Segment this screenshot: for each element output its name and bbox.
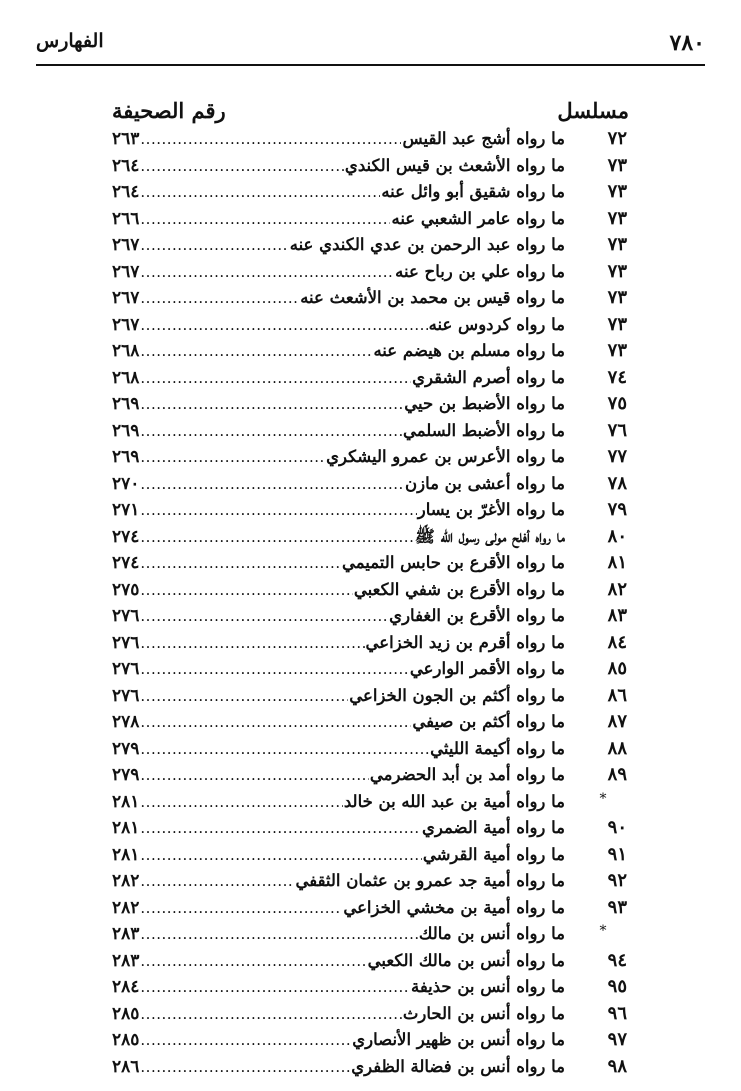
index-row bbox=[0, 842, 741, 869]
entry-title: ما رواه عبد الرحمن بن عدي الكندي عنه bbox=[289, 235, 565, 254]
index-row bbox=[0, 418, 741, 445]
leader-dots bbox=[140, 550, 341, 576]
entry-title: ما رواه مسلم بن هيضم عنه bbox=[373, 341, 565, 360]
serial-number: ٩٧ bbox=[607, 1029, 627, 1050]
entry-title: ما رواه الأضبط بن حيي bbox=[404, 394, 565, 413]
serial-number: ٧٣ bbox=[607, 234, 627, 255]
index-entry bbox=[112, 126, 565, 152]
index-row bbox=[0, 762, 741, 789]
page-reference: ٢٦٩ bbox=[112, 420, 140, 441]
leader-dots bbox=[140, 418, 402, 444]
index-entry bbox=[112, 656, 565, 682]
entry-title: ما رواه أنس بن مالك الكعبي bbox=[367, 950, 565, 970]
index-entry bbox=[112, 789, 565, 815]
leader-dots bbox=[140, 312, 427, 338]
entry-title: ما رواه أنس بن ظهير الأنصاري bbox=[352, 1030, 565, 1049]
index-entry bbox=[112, 418, 565, 444]
page-reference: ٢٦٩ bbox=[112, 394, 140, 414]
page-reference: ٢٧٠ bbox=[112, 473, 140, 494]
leader-dots bbox=[140, 948, 366, 974]
entry-title: ما رواه الأقرع بن شفي الكعبي bbox=[353, 579, 565, 599]
entry-title: ما رواه الأقمر الوارعي bbox=[409, 659, 565, 678]
index-entry bbox=[112, 630, 565, 656]
index-row bbox=[0, 1054, 741, 1081]
index-row bbox=[0, 815, 741, 842]
leader-dots bbox=[140, 524, 413, 550]
leader-dots bbox=[140, 603, 388, 629]
serial-number: ٧٩ bbox=[607, 499, 627, 520]
entry-title: ما رواه أمية الضمري bbox=[422, 818, 565, 837]
index-entry bbox=[112, 206, 565, 232]
serial-number: ٧٨ bbox=[607, 472, 627, 494]
entry-title: ما رواه كردوس عنه bbox=[428, 314, 565, 334]
leader-dots bbox=[140, 1054, 350, 1080]
index-entry bbox=[112, 736, 565, 762]
leader-dots bbox=[140, 338, 372, 364]
index-entry bbox=[112, 683, 565, 709]
serial-number: ٧٤ bbox=[607, 366, 627, 388]
entry-title: ما رواه الأقرع بن حابس التميمي bbox=[342, 553, 565, 572]
index-row bbox=[0, 630, 741, 657]
index-entry bbox=[112, 232, 565, 258]
index-entry bbox=[112, 285, 565, 311]
page-reference: ٢٧٥ bbox=[112, 579, 140, 600]
serial-number: ٩١ bbox=[607, 843, 627, 865]
leader-dots bbox=[140, 868, 294, 894]
leader-dots bbox=[140, 153, 344, 179]
index-row bbox=[0, 1027, 741, 1054]
index-entry bbox=[112, 259, 565, 285]
index-row bbox=[0, 789, 741, 816]
serial-number: ٨٥ bbox=[607, 658, 627, 679]
serial-number: ٩٣ bbox=[607, 896, 627, 918]
page-reference: ٢٨٦ bbox=[112, 1056, 140, 1077]
page-reference: ٢٧٤ bbox=[112, 553, 140, 573]
serial-number: ٩٥ bbox=[607, 976, 627, 997]
index-row bbox=[0, 126, 741, 153]
serial-number: ٩٤ bbox=[607, 949, 627, 971]
page-reference: ٢٦٧ bbox=[112, 314, 140, 335]
index-row bbox=[0, 153, 741, 180]
leader-dots bbox=[140, 630, 364, 656]
entry-title: ما رواه أصرم الشقري bbox=[412, 367, 565, 387]
index-entry bbox=[112, 391, 565, 417]
leader-dots bbox=[140, 391, 403, 417]
leader-dots bbox=[140, 444, 325, 470]
page-reference: ٢٨٢ bbox=[112, 897, 140, 918]
index-row bbox=[0, 312, 741, 339]
page-column-heading: رقم الصحيفة bbox=[112, 98, 226, 123]
serial-column-heading: مسلسل bbox=[557, 98, 629, 123]
index-row bbox=[0, 895, 741, 922]
entry-title: ما رواه الأشعث بن قيس الكندي bbox=[344, 155, 565, 175]
page-reference: ٢٦٤ bbox=[112, 155, 140, 176]
page-reference: ٢٧٩ bbox=[112, 738, 140, 759]
index-entry bbox=[112, 603, 565, 629]
entry-title: ما رواه الأضبط السلمي bbox=[403, 420, 565, 440]
index-row bbox=[0, 179, 741, 206]
index-entry bbox=[112, 179, 565, 205]
entry-title: ما رواه أمد بن أبد الحضرمي bbox=[369, 765, 565, 784]
page-reference: ٢٧٦ bbox=[112, 685, 140, 706]
entry-title: ما رواه أمية جد عمرو بن عثمان الثقفي bbox=[295, 871, 565, 890]
leader-dots bbox=[140, 365, 411, 391]
serial-number: ٧٣ bbox=[607, 181, 627, 202]
index-row bbox=[0, 365, 741, 392]
leader-dots bbox=[140, 497, 416, 523]
page-reference: ٢٦٧ bbox=[112, 235, 140, 255]
serial-number: ٧٥ bbox=[607, 393, 627, 414]
entry-title: ما رواه أمية القرشي bbox=[422, 844, 565, 864]
index-row bbox=[0, 577, 741, 604]
serial-number: ٨١ bbox=[607, 552, 627, 573]
index-row bbox=[0, 683, 741, 710]
serial-number: * bbox=[599, 923, 607, 939]
serial-number: ٨٤ bbox=[607, 631, 627, 653]
leader-dots bbox=[140, 471, 404, 497]
entry-title: ما رواه أشج عبد القيس bbox=[402, 129, 565, 148]
index-entry bbox=[112, 338, 565, 364]
serial-number: ٧٣ bbox=[607, 340, 627, 361]
page-reference: ٢٨٣ bbox=[112, 924, 140, 944]
page-reference: ٢٨١ bbox=[112, 818, 140, 838]
index-entry bbox=[112, 1027, 565, 1053]
serial-number: ٨٢ bbox=[607, 578, 627, 600]
index-entry bbox=[112, 153, 565, 179]
index-entry bbox=[112, 895, 565, 921]
page-reference: ٢٦٩ bbox=[112, 447, 140, 467]
leader-dots bbox=[140, 842, 421, 868]
index-row bbox=[0, 232, 741, 259]
entry-title: ما رواه أنس بن حذيفة bbox=[410, 977, 565, 996]
entry-title: ما رواه أكثم بن صيفي bbox=[412, 712, 565, 731]
leader-dots bbox=[140, 577, 353, 603]
index-row bbox=[0, 550, 741, 577]
index-row bbox=[0, 524, 741, 551]
page-reference: ٢٧٦ bbox=[112, 632, 140, 653]
serial-number: ٨٩ bbox=[607, 764, 627, 785]
index-entry bbox=[112, 444, 565, 470]
entry-title: ما رواه أنس بن الحارث bbox=[402, 1003, 565, 1023]
page-reference: ٢٨٢ bbox=[112, 871, 140, 891]
index-row bbox=[0, 285, 741, 312]
index-row bbox=[0, 206, 741, 233]
entry-title: ما رواه أعشى بن مازن bbox=[404, 473, 565, 493]
index-row bbox=[0, 868, 741, 895]
entry-title: ما رواه أنس بن فضالة الظفري bbox=[351, 1056, 565, 1076]
index-row bbox=[0, 948, 741, 975]
leader-dots bbox=[140, 1027, 351, 1053]
entry-title: ما رواه أنس بن مالك bbox=[418, 924, 565, 943]
index-row bbox=[0, 603, 741, 630]
index-entry bbox=[112, 709, 565, 735]
serial-number: ٧٦ bbox=[607, 419, 627, 441]
index-entry bbox=[112, 868, 565, 894]
leader-dots bbox=[140, 285, 299, 311]
index-row bbox=[0, 974, 741, 1001]
serial-number: ٧٣ bbox=[607, 207, 627, 229]
leader-dots bbox=[140, 736, 429, 762]
index-row bbox=[0, 471, 741, 498]
leader-dots bbox=[140, 232, 288, 258]
serial-number: ٨٣ bbox=[607, 605, 627, 626]
page-reference: ٢٧٩ bbox=[112, 765, 140, 785]
leader-dots bbox=[140, 656, 409, 682]
leader-dots bbox=[140, 126, 401, 152]
leader-dots bbox=[140, 815, 421, 841]
index-row bbox=[0, 338, 741, 365]
page-reference: ٢٧٤ bbox=[112, 526, 140, 547]
index-row bbox=[0, 391, 741, 418]
index-entry bbox=[112, 948, 565, 974]
entry-title: ما رواه علي بن رباح عنه bbox=[395, 261, 565, 281]
serial-number: ٨٦ bbox=[607, 684, 627, 706]
entry-title: ما رواه أكثم بن الجون الخزاعي bbox=[349, 685, 565, 705]
entry-title: ما رواه أفلح مولى رسول الله ﷺ bbox=[414, 526, 565, 546]
page-reference: ٢٧١ bbox=[112, 500, 140, 520]
page-reference: ٢٧٦ bbox=[112, 606, 140, 626]
serial-number: ٨٨ bbox=[607, 737, 627, 759]
entry-title: ما رواه الأغرّ بن يسار bbox=[417, 500, 565, 519]
leader-dots bbox=[140, 974, 410, 1000]
leader-dots bbox=[140, 895, 342, 921]
running-title: الفهارس bbox=[36, 30, 104, 52]
index-entry bbox=[112, 365, 565, 391]
entry-title: ما رواه الأعرس بن عمرو اليشكري bbox=[326, 447, 565, 466]
page-number: ٧٨٠ bbox=[669, 30, 705, 56]
page-reference: ٢٨٥ bbox=[112, 1030, 140, 1050]
page-reference: ٢٨٥ bbox=[112, 1003, 140, 1024]
index-entry bbox=[112, 1001, 565, 1027]
index-entry bbox=[112, 815, 565, 841]
serial-number: * bbox=[599, 790, 607, 807]
leader-dots bbox=[140, 789, 342, 815]
serial-number: ٩٨ bbox=[607, 1055, 627, 1077]
page-reference: ٢٦٨ bbox=[112, 367, 140, 388]
index-row bbox=[0, 921, 741, 948]
index-entry bbox=[112, 1054, 565, 1080]
index-row bbox=[0, 259, 741, 286]
entry-title: ما رواه الأقرع بن الغفاري bbox=[389, 606, 565, 625]
leader-dots bbox=[140, 1001, 401, 1027]
page-header bbox=[36, 30, 705, 66]
entry-title: ما رواه قيس بن محمد بن الأشعث عنه bbox=[300, 288, 565, 307]
serial-number: ٧٧ bbox=[607, 446, 627, 467]
page-reference: ٢٧٦ bbox=[112, 659, 140, 679]
page-reference: ٢٦٨ bbox=[112, 341, 140, 361]
entry-title: ما رواه شقيق أبو وائل عنه bbox=[381, 182, 565, 201]
serial-number: ٧٣ bbox=[607, 287, 627, 308]
index-row bbox=[0, 736, 741, 763]
page-reference: ٢٧٨ bbox=[112, 712, 140, 732]
serial-number: ٧٣ bbox=[607, 154, 627, 176]
leader-dots bbox=[140, 206, 390, 232]
serial-number: ٩٢ bbox=[607, 870, 627, 891]
entry-title: ما رواه عامر الشعبي عنه bbox=[391, 208, 565, 228]
serial-number: ٧٣ bbox=[607, 313, 627, 335]
page-reference: ٢٨٤ bbox=[112, 977, 140, 997]
leader-dots bbox=[140, 179, 380, 205]
index-row bbox=[0, 1001, 741, 1028]
index-entry bbox=[112, 842, 565, 868]
leader-dots bbox=[140, 259, 394, 285]
leader-dots bbox=[140, 709, 411, 735]
index-row bbox=[0, 656, 741, 683]
index-entry bbox=[112, 921, 565, 947]
leader-dots bbox=[140, 762, 369, 788]
leader-dots bbox=[140, 921, 417, 947]
index-row bbox=[0, 497, 741, 524]
page-reference: ٢٦٣ bbox=[112, 129, 140, 149]
serial-number: ٨٧ bbox=[607, 711, 627, 732]
serial-number: ٧٣ bbox=[607, 260, 627, 282]
page-reference: ٢٦٧ bbox=[112, 261, 140, 282]
page-reference: ٢٨١ bbox=[112, 844, 140, 865]
entry-title: ما رواه أمية بن عبد الله بن خالد bbox=[343, 791, 565, 811]
index-entry bbox=[112, 471, 565, 497]
entry-title: ما رواه أكيمة الليثي bbox=[430, 738, 565, 758]
index-row bbox=[0, 709, 741, 736]
serial-number: ٨٠ bbox=[607, 525, 627, 547]
page-reference: ٢٨١ bbox=[112, 791, 140, 812]
serial-number: ٩٦ bbox=[607, 1002, 627, 1024]
index-entry bbox=[112, 762, 565, 788]
page-reference: ٢٨٣ bbox=[112, 950, 140, 971]
index-entry bbox=[112, 497, 565, 523]
entry-title: ما رواه أمية بن مخشي الخزاعي bbox=[343, 897, 565, 917]
leader-dots bbox=[140, 683, 348, 709]
index-entry bbox=[112, 312, 565, 338]
index-row bbox=[0, 444, 741, 471]
page-reference: ٢٦٧ bbox=[112, 288, 140, 308]
index-entry bbox=[112, 577, 565, 603]
serial-number: ٧٢ bbox=[607, 128, 627, 149]
page-reference: ٢٦٦ bbox=[112, 208, 140, 229]
serial-number: ٩٠ bbox=[607, 817, 627, 838]
page-reference: ٢٦٤ bbox=[112, 182, 140, 202]
index-entry bbox=[112, 524, 565, 550]
index-entry bbox=[112, 974, 565, 1000]
index-entry bbox=[112, 550, 565, 576]
entry-title: ما رواه أقرم بن زيد الخزاعي bbox=[365, 632, 565, 652]
